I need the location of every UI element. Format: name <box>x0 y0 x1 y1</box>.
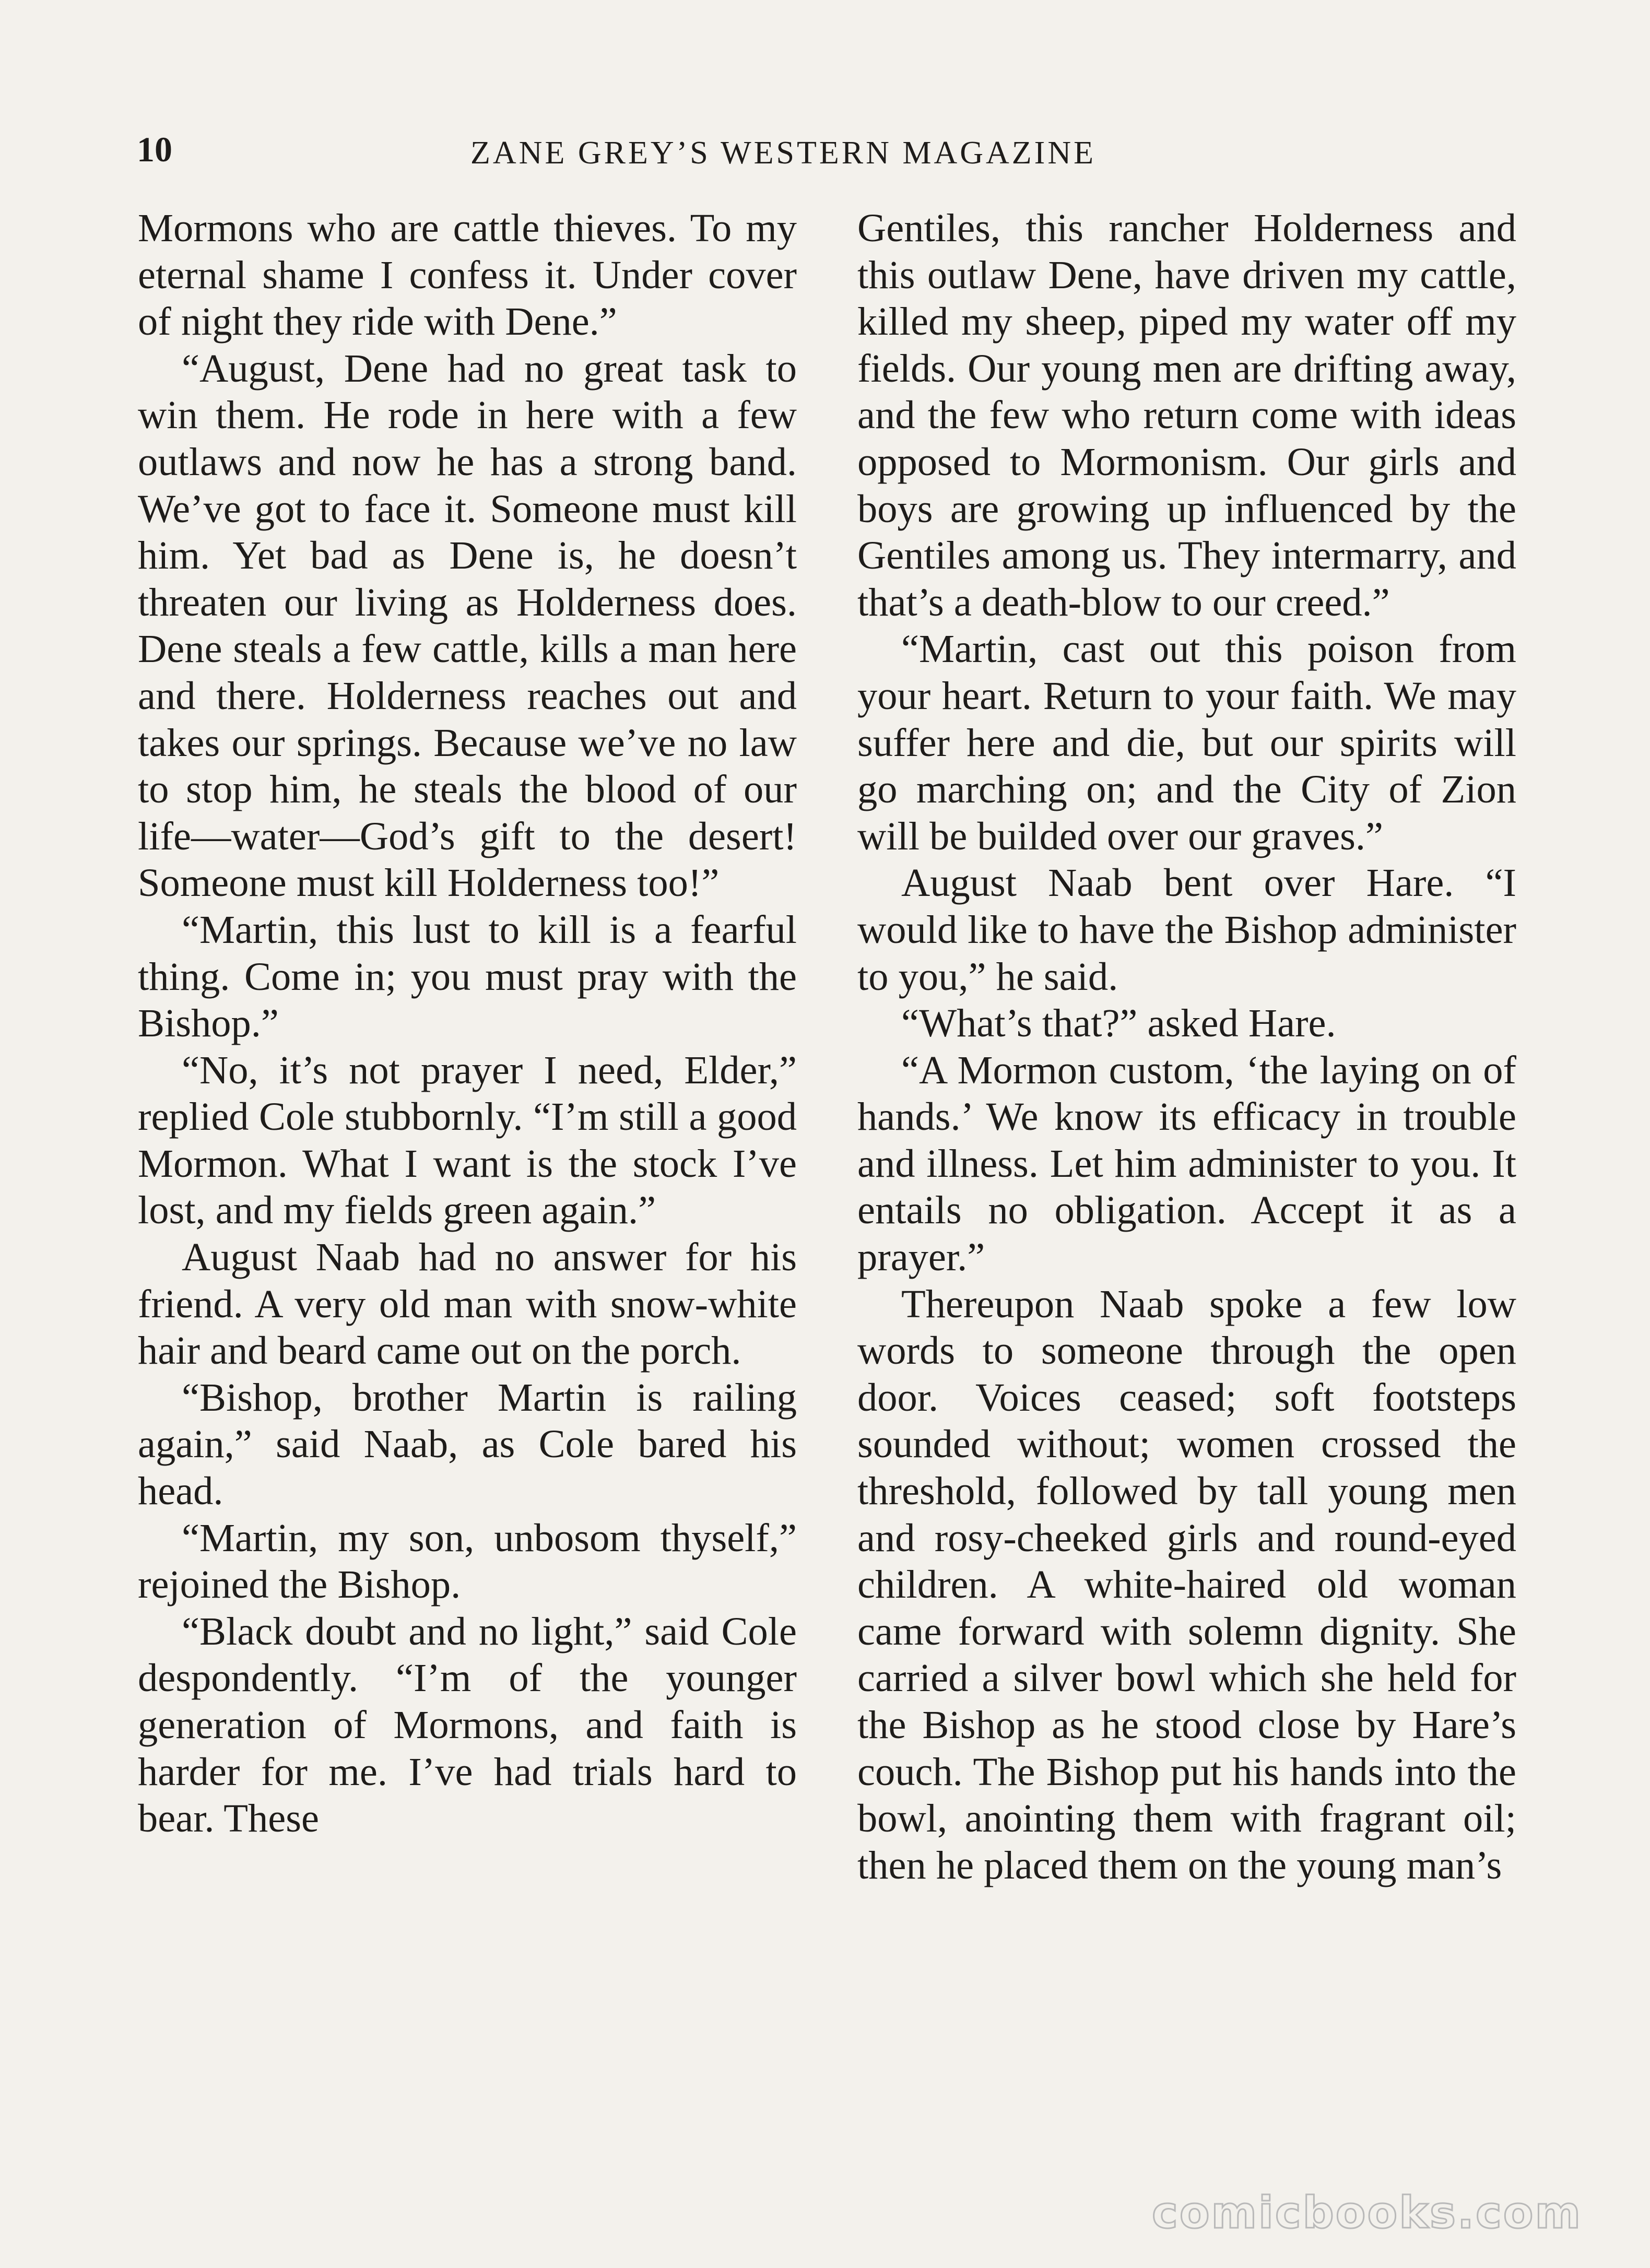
running-head: ZANE GREY’S WESTERN MAGAZINE <box>470 135 1096 171</box>
watermark: comicbooks.com <box>1152 2187 1582 2238</box>
paragraph: “Martin, cast out this poison from your heart. Return to your faith. We may suffer here and die, but our spirits will go marching on; and the City of Zion will be builded over our graves.” <box>857 627 1516 858</box>
paragraph: “Black doubt and no light,” said Cole despondently. “I’m of the younger generation of Mormons, and faith is harder for me. I’ve had trials hard to bear. These <box>138 1609 797 1841</box>
paragraph: “No, it’s not prayer I need, Elder,” replied Cole stubbornly. “I’m still a good Mormon. What I want is the stock I’ve lost, and my fields green again.” <box>138 1047 797 1233</box>
paragraph: “Bishop, brother Martin is railing again,” said Naab, as Cole bared his head. <box>138 1375 797 1514</box>
paragraph: Gentiles, this rancher Holderness and this outlaw Dene, have driven my cattle, killed my sheep, piped my water off my fields. Our young men are drifting away, and the few who return come with ideas opposed to Mormonism. Our girls and boys are growing up influenced by the Gentiles among us. They intermarry, and that’s a death-blow to our creed.” <box>857 206 1516 624</box>
text-column-left <box>138 205 797 1842</box>
paragraph: Thereupon Naab spoke a few low words to someone through the open door. Voices ceased; soft footsteps sounded without; women crossed the threshold, followed by tall young men and rosy-cheeked girls and round-eyed children. A white-haired old woman came forward with solemn dignity. She carried a silver bowl which she held for the Bishop as he stood close by Hare’s couch. The Bishop put his hands into the bowl, anointing them with fragrant oil; then he placed them on the young man’s <box>857 1281 1516 1887</box>
paragraph: “Martin, my son, unbosom thyself,” rejoined the Bishop. <box>138 1515 797 1607</box>
paragraph: “Martin, this lust to kill is a fearful thing. Come in; you must pray with the Bishop.” <box>138 907 797 1046</box>
text-column-right <box>857 205 1516 1888</box>
paragraph: “A Mormon custom, ‘the laying on of hands.’ We know its efficacy in trouble and illness. Let him administer to you. It entails no obligation. Accept it as a prayer.” <box>857 1047 1516 1280</box>
paragraph: August Naab had no answer for his friend. A very old man with snow-white hair and beard came out on the porch. <box>138 1235 797 1373</box>
paragraph: “August, Dene had no great task to win them. He rode in here with a few outlaws and now he has a strong band. We’ve got to face it. Someone must kill him. Yet bad as Dene is, he doesn’t threaten our living as Holderness does. Dene steals a few cattle, kills a man here and there. Holderness reaches out and takes our springs. Because we’ve no law to stop him, he steals the blood of our life—water—God’s gift to the desert! Someone must kill Holderness too!” <box>138 346 797 905</box>
page-number: 10 <box>137 129 172 169</box>
paragraph: Mormons who are cattle thieves. To my eternal shame I confess it. Under cover of night they ride with Dene.” <box>138 206 797 344</box>
paragraph: “What’s that?” asked Hare. <box>901 1001 1336 1046</box>
paragraph: August Naab bent over Hare. “I would like to have the Bishop administer to you,” he said. <box>857 860 1516 999</box>
